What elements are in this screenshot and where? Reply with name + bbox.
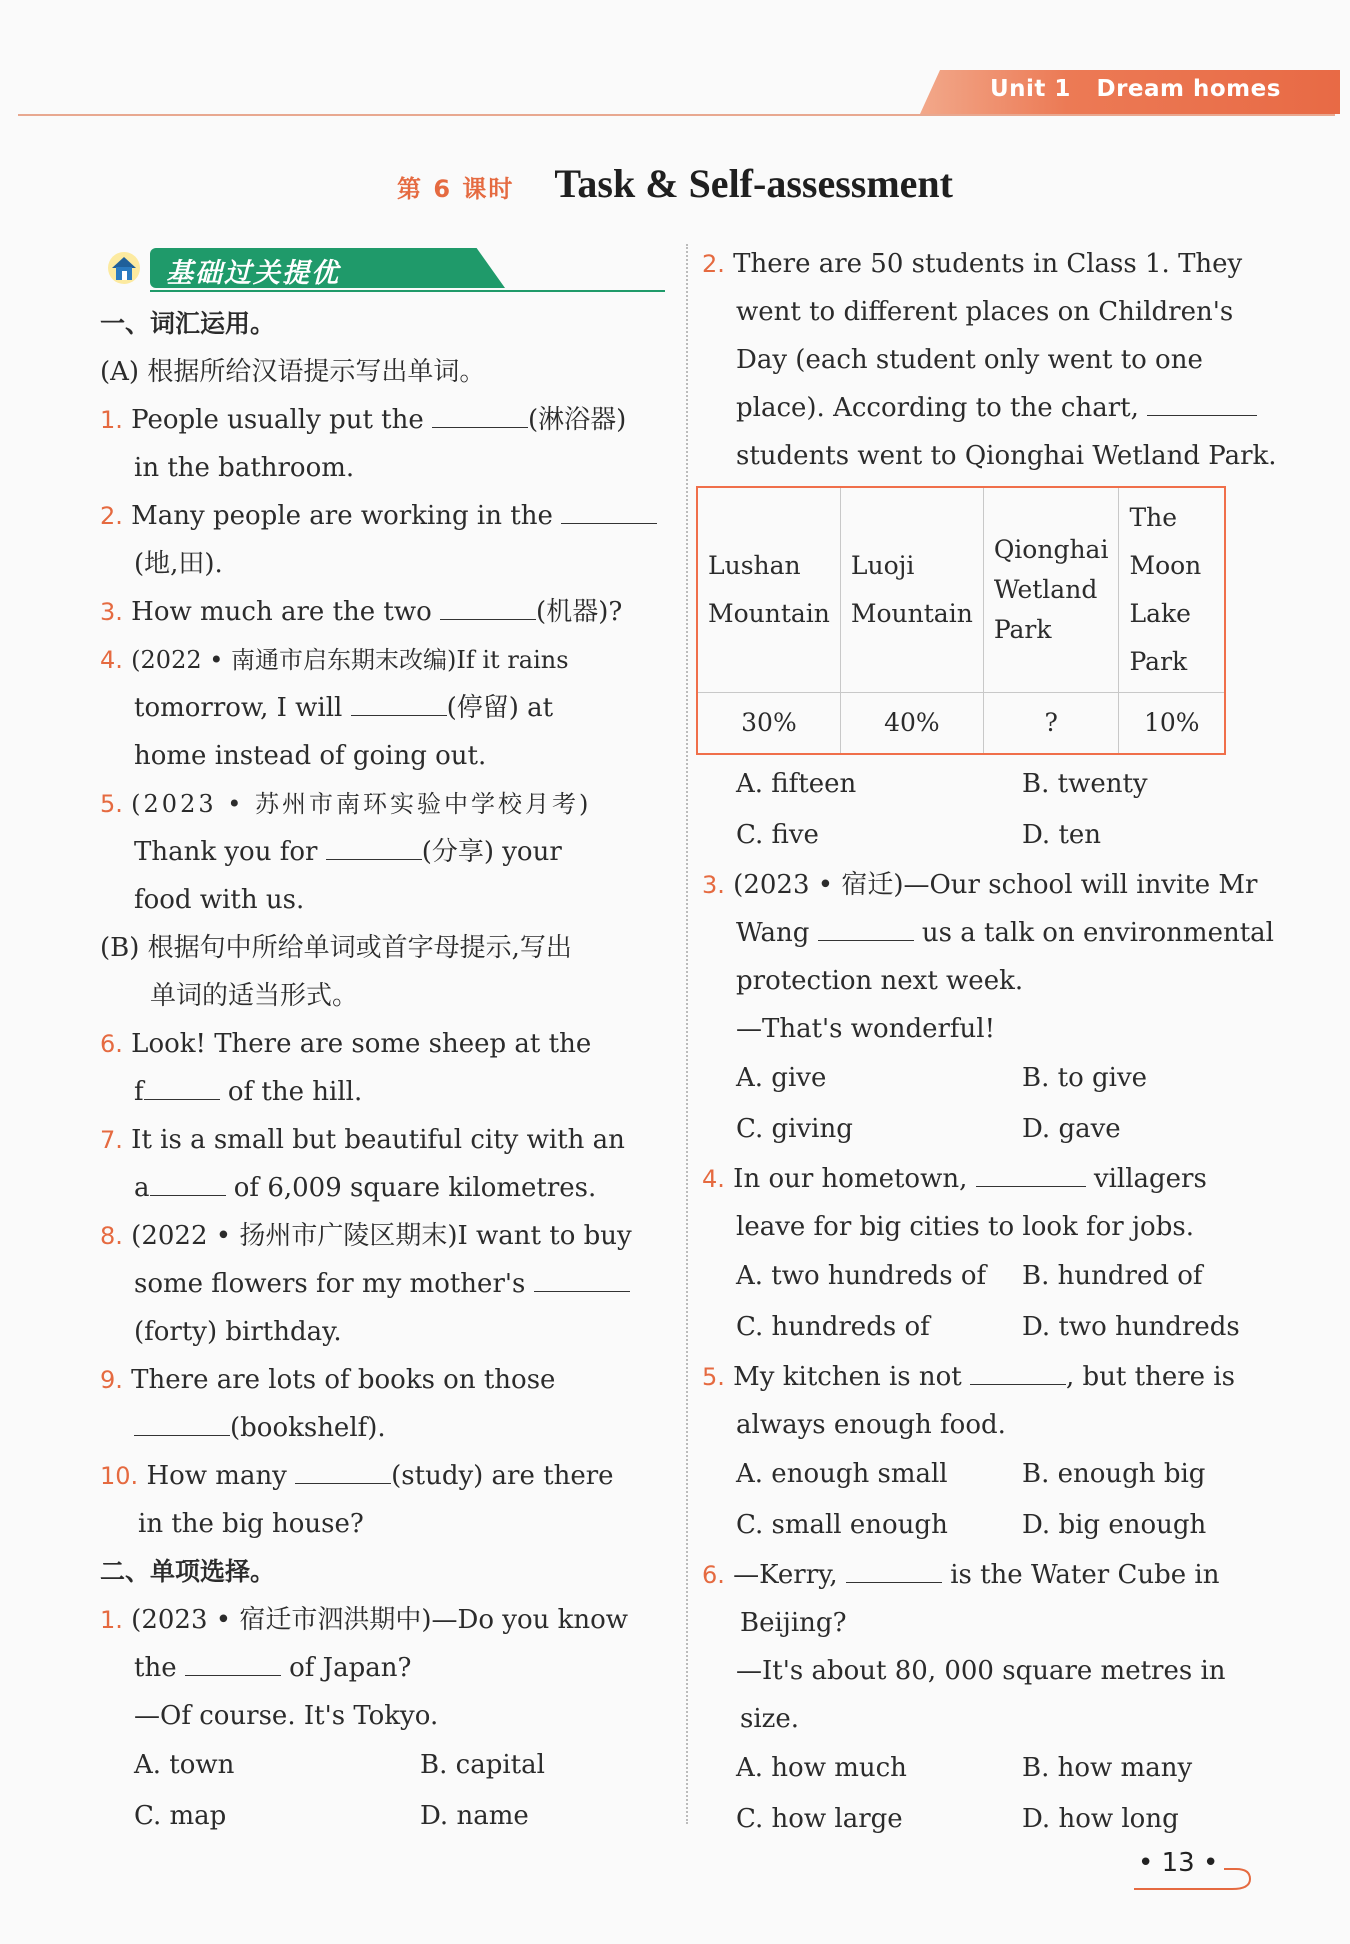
question-5-cont: Thank you for (分享) your	[100, 828, 665, 876]
mc-6-options-row1	[702, 1743, 1270, 1794]
mc-5-options-row2	[702, 1500, 1270, 1551]
section-1-title: 一、词汇运用。	[100, 309, 276, 338]
question-10-cont: in the big house?	[138, 1509, 364, 1539]
question-10: 10. How many (study) are there	[100, 1452, 665, 1500]
mc-1-options-row1	[100, 1740, 665, 1791]
mc-question-6-cont: Beijing?	[740, 1608, 847, 1638]
option-c[interactable]: C. hundreds of	[736, 1312, 930, 1342]
option-b[interactable]: B. hundred of	[1022, 1261, 1203, 1291]
option-c[interactable]: C. map	[134, 1801, 227, 1831]
answer-blank[interactable]	[534, 1265, 630, 1292]
answer-blank[interactable]	[976, 1160, 1086, 1187]
answer-blank[interactable]	[561, 497, 657, 524]
option-b[interactable]: B. capital	[420, 1750, 545, 1780]
table-header-qionghai: Qionghai Wetland Park	[983, 487, 1119, 693]
mc-question-1: 1. (2023 • 宿迁市泗洪期中)—Do you know	[100, 1605, 629, 1635]
lesson-title: 第 6 课时 Task & Self-assessment	[397, 161, 953, 206]
question-1-cont: in the bathroom.	[134, 453, 355, 483]
mc-question-2-l2: went to different places on Children's	[736, 297, 1234, 327]
answer-blank[interactable]	[150, 1169, 226, 1196]
option-b[interactable]: B. to give	[1022, 1063, 1148, 1093]
mc-4-options-row1	[702, 1251, 1270, 1302]
answer-blank[interactable]	[295, 1457, 391, 1484]
question-2: 2. Many people are working in the	[100, 492, 665, 540]
banner-title: 基础过关提优	[166, 258, 340, 289]
table-cell: 30%	[697, 693, 840, 755]
mc-4-options-row2	[702, 1302, 1270, 1353]
section-B-title-cont: 单词的适当形式。	[150, 981, 359, 1011]
mc-question-3-cont: Wang us a talk on environmental	[702, 909, 1270, 957]
right-column	[702, 240, 1277, 1845]
answer-blank[interactable]	[144, 1073, 220, 1100]
page-number: • 13 •	[1138, 1848, 1219, 1878]
question-2-cont: (地,田).	[134, 549, 223, 579]
answer-blank[interactable]	[351, 689, 447, 716]
question-1: 1. People usually put the (淋浴器)	[100, 396, 665, 444]
table-header-luoji: Luoji Mountain	[840, 487, 983, 693]
unit-label: Unit 1 Dream homes	[990, 76, 1281, 102]
mc-6-options-row2	[702, 1794, 1270, 1845]
option-a[interactable]: A. town	[134, 1750, 235, 1780]
option-c[interactable]: C. giving	[736, 1114, 853, 1144]
option-b[interactable]: B. enough big	[1022, 1459, 1206, 1489]
option-a[interactable]: A. fifteen	[736, 769, 857, 799]
mc-question-3: 3. (2023 • 宿迁)—Our school will invite Mr	[702, 870, 1258, 900]
option-d[interactable]: D. name	[420, 1801, 529, 1831]
question-4-cont2: home instead of going out.	[134, 741, 487, 771]
question-4: 4. (2022 • 南通市启东期末改编)If it rains	[100, 646, 569, 674]
table-header-row	[697, 487, 1225, 693]
mc-question-4: 4. In our hometown, villagers	[702, 1155, 1270, 1203]
option-c[interactable]: C. small enough	[736, 1510, 948, 1540]
option-d[interactable]: D. two hundreds	[1022, 1312, 1240, 1342]
question-5-cont2: food with us.	[134, 885, 305, 915]
mc-question-3-cont2: protection next week.	[736, 966, 1024, 996]
table-row	[697, 693, 1225, 755]
table-header-moon-lake: The Moon Lake Park	[1119, 487, 1225, 693]
mc-5-options-row1	[702, 1449, 1270, 1500]
destination-table	[696, 486, 1226, 755]
mc-question-3-cont3: —That's wonderful!	[736, 1014, 996, 1044]
option-c[interactable]: C. five	[736, 820, 819, 850]
table-cell: 10%	[1119, 693, 1225, 755]
question-8: 8. (2022 • 扬州市广陵区期末)I want to buy	[100, 1221, 632, 1251]
answer-blank[interactable]	[432, 401, 528, 428]
option-d[interactable]: D. how long	[1022, 1804, 1179, 1834]
mc-1-options-row2	[100, 1791, 665, 1842]
answer-blank[interactable]	[818, 914, 914, 941]
question-8-cont2: (forty) birthday.	[134, 1317, 342, 1347]
mc-question-2-l5: students went to Qionghai Wetland Park.	[736, 441, 1277, 471]
section-banner	[100, 240, 665, 294]
question-9-cont: (bookshelf).	[100, 1404, 665, 1452]
option-a[interactable]: A. enough small	[736, 1459, 948, 1489]
mc-2-options-row1	[702, 759, 1270, 810]
mc-question-5-cont: always enough food.	[736, 1410, 1006, 1440]
option-a[interactable]: A. how much	[736, 1753, 907, 1783]
mc-question-1-cont2: —Of course. It's Tokyo.	[134, 1701, 439, 1731]
answer-blank[interactable]	[1147, 389, 1257, 416]
option-b[interactable]: B. how many	[1022, 1753, 1193, 1783]
option-c[interactable]: C. how large	[736, 1804, 903, 1834]
option-a[interactable]: A. two hundreds of	[736, 1261, 987, 1291]
table-cell: 40%	[840, 693, 983, 755]
mc-question-6-cont2: —It's about 80, 000 square metres in	[736, 1656, 1226, 1686]
mc-question-2-l3: Day (each student only went to one	[736, 345, 1203, 375]
question-6-cont: f of the hill.	[100, 1068, 665, 1116]
question-3: 3. How much are the two (机器)?	[100, 588, 665, 636]
answer-blank[interactable]	[440, 593, 536, 620]
left-column	[100, 240, 665, 1842]
question-7: 7. It is a small but beautiful city with an	[100, 1125, 625, 1155]
mc-3-options-row1	[702, 1053, 1270, 1104]
question-9: 9. There are lots of books on those	[100, 1365, 556, 1395]
answer-blank[interactable]	[185, 1649, 281, 1676]
question-6: 6. Look! There are some sheep at the	[100, 1029, 592, 1059]
table-header-lushan: Lushan Mountain	[697, 487, 840, 693]
mc-question-6: 6. —Kerry, is the Water Cube in	[702, 1551, 1270, 1599]
mc-question-6-cont3: size.	[740, 1704, 800, 1734]
mc-2-options-row2	[702, 810, 1270, 861]
question-4-cont: tomorrow, I will (停留) at	[100, 684, 665, 732]
option-d[interactable]: D. big enough	[1022, 1510, 1207, 1540]
option-d[interactable]: D. gave	[1022, 1114, 1121, 1144]
section-B-title: (B) 根据句中所给单词或首字母提示,写出	[100, 933, 572, 963]
answer-blank[interactable]	[970, 1358, 1066, 1385]
mc-question-5: 5. My kitchen is not , but there is	[702, 1353, 1270, 1401]
question-5: 5. (2023 • 苏州市南环实验中学校月考)	[100, 790, 592, 818]
answer-blank[interactable]	[326, 833, 422, 860]
mc-question-2-l4: place). According to the chart,	[702, 384, 1270, 432]
option-b[interactable]: B. twenty	[1022, 769, 1148, 799]
section-2-title: 二、单项选择。	[100, 1557, 276, 1586]
question-7-cont: a of 6,009 square kilometres.	[100, 1164, 665, 1212]
answer-blank[interactable]	[134, 1409, 230, 1436]
house-icon	[106, 250, 142, 286]
answer-blank[interactable]	[846, 1556, 942, 1583]
option-d[interactable]: D. ten	[1022, 820, 1102, 850]
question-8-cont: some flowers for my mother's	[100, 1260, 665, 1308]
table-cell: ?	[983, 693, 1119, 755]
mc-question-2: 2. There are 50 students in Class 1. They	[702, 249, 1243, 279]
mc-question-1-cont: the of Japan?	[100, 1644, 665, 1692]
column-divider	[686, 244, 688, 1824]
mc-question-4-cont: leave for big cities to look for jobs.	[736, 1212, 1194, 1242]
header-rule	[18, 114, 1335, 116]
section-A-title: (A) 根据所给汉语提示写出单词。	[100, 357, 486, 387]
option-a[interactable]: A. give	[736, 1063, 827, 1093]
mc-3-options-row2	[702, 1104, 1270, 1155]
